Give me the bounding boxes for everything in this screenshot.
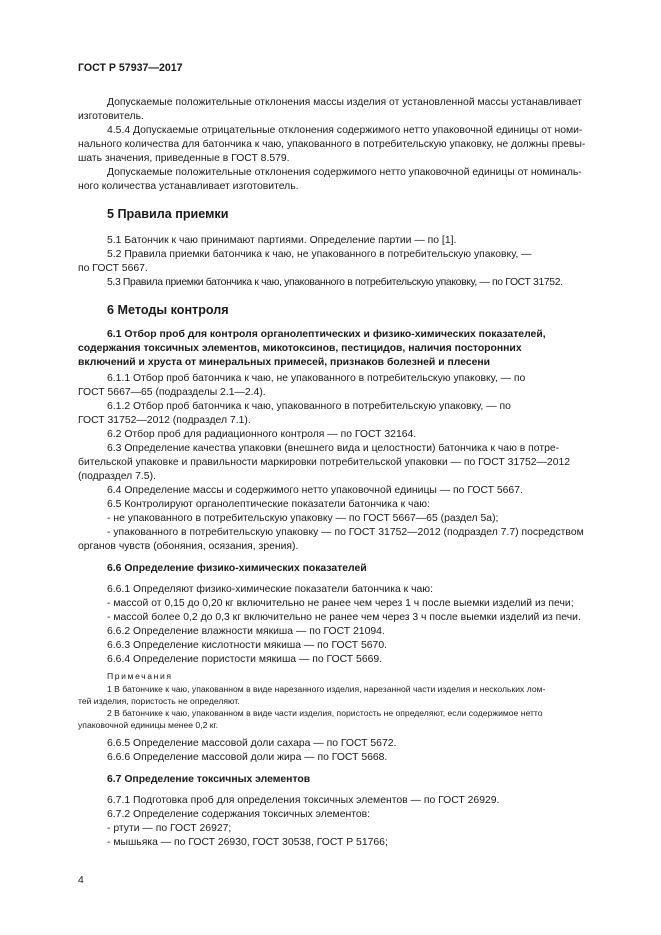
clause-5-2-line1: 5.2 Правила приемки батончика к чаю, не упакованного в потребительскую упаковку, — <box>107 249 532 260</box>
intro-p2-line3: шать значения, приведенные в ГОСТ 8.579. <box>78 153 290 164</box>
clause-6-6-4: 6.6.4 Определение пористости мякиша — по ГОСТ 5669. <box>107 654 383 665</box>
clause-6-1-2-line1: 6.1.2 Отбор проб батончика к чаю, упакованного в потребительскую упаковку, — по <box>107 401 511 412</box>
clause-6-6-5: 6.6.5 Определение массовой доли сахара — по ГОСТ 5672. <box>107 738 397 749</box>
clause-6-1-heading-line2: содержания токсичных элементов, микотоксинов, пестицидов, наличия посторонних <box>78 343 522 354</box>
document-code-header: ГОСТ Р 57937—2017 <box>78 62 183 74</box>
page-number: 4 <box>78 875 84 886</box>
notes-title: Примечания <box>107 671 173 681</box>
clause-6-6-2: 6.6.2 Определение влажности мякиша — по ГОСТ 21094. <box>107 626 385 637</box>
clause-6-1-1-line2: ГОСТ 5667—65 (подразделы 2.1—2.4). <box>78 387 266 398</box>
note-2-line2: упаковочной единицы менее 0,2 кг. <box>78 720 218 730</box>
intro-p3-line1: Допускаемые положительные отклонения содержимого нетто упаковочной единицы от номиналь- <box>107 167 582 178</box>
intro-p1-line2: изготовитель. <box>78 111 144 122</box>
clause-6-6-1-item-a: - массой от 0,15 до 0,20 кг включительно не ранее чем через 1 ч после выемки изделий из печи; <box>107 598 574 609</box>
clause-6-5-item-b-line1: - упакованного в потребительскую упаковку — по ГОСТ 31752—2012 (подраздел 7.7) посредством <box>107 527 584 538</box>
clause-6-3-line3: (подраздел 7.5). <box>78 471 156 482</box>
clause-6-1-2-line2: ГОСТ 31752—2012 (подраздел 7.1). <box>78 415 251 426</box>
clause-6-3-line2: бительской упаковке и правильности маркировки потребительской упаковки — по ГОСТ 31752—2012 <box>78 457 571 468</box>
clause-6-5-item-a: - не упакованного в потребительскую упаковку — по ГОСТ 5667—65 (раздел 5а); <box>107 513 499 524</box>
clause-6-7-2: 6.7.2 Определение содержания токсичных элементов: <box>107 809 371 820</box>
clause-6-6-1: 6.6.1 Определяют физико-химические показатели батончика к чаю: <box>107 584 433 595</box>
clause-6-7-heading: 6.7 Определение токсичных элементов <box>107 774 311 785</box>
clause-5-2-line2: по ГОСТ 5667. <box>78 263 148 274</box>
clause-6-6-heading: 6.6 Определение физико-химических показателей <box>107 563 367 574</box>
clause-6-5-item-b-line2: органов чувств (обоняния, осязания, зрения). <box>78 541 299 552</box>
clause-6-1-heading-line1: 6.1 Отбор проб для контроля органолептических и физико-химических показателей, <box>107 329 546 340</box>
clause-6-7-1: 6.7.1 Подготовка проб для определения токсичных элементов — по ГОСТ 26929. <box>107 795 500 806</box>
intro-p1-line1: Допускаемые положительные отклонения массы изделия от установленной массы устанавливает <box>107 97 582 108</box>
clause-6-2: 6.2 Отбор проб для радиационного контроля — по ГОСТ 32164. <box>107 429 417 440</box>
clause-6-6-3: 6.6.3 Определение кислотности мякиша — по ГОСТ 5670. <box>107 640 387 651</box>
intro-p2-line2: нального количества для батончика к чаю, упакованного в потребительскую упаковку, не должны превы- <box>78 139 586 150</box>
clause-6-5: 6.5 Контролируют органолептические показатели батончика к чаю: <box>107 499 430 510</box>
clause-6-3-line1: 6.3 Определение качества упаковки (внешнего вида и целостности) батончика к чаю в потре- <box>107 443 560 454</box>
clause-6-4: 6.4 Определение массы и содержимого нетто упаковочной единицы — по ГОСТ 5667. <box>107 485 523 496</box>
clause-6-1-1-line1: 6.1.1 Отбор проб батончика к чаю, не упакованного в потребительскую упаковку, — по <box>107 373 526 384</box>
clause-5-1: 5.1 Батончик к чаю принимают партиями. Определение партии — по [1]. <box>107 235 457 246</box>
clause-6-6-1-item-b: - массой более 0,2 до 0,3 кг включительно не ранее чем через 3 ч после выемки изделий из печи. <box>107 612 581 623</box>
section-5-heading: 5 Правила приемки <box>107 207 229 221</box>
clause-6-7-2-item-a: - ртути — по ГОСТ 26927; <box>107 823 232 834</box>
note-1-line1: 1 В батончике к чаю, упакованном в виде нарезанного изделия, нарезанной части изделия и нескольких лом- <box>107 684 546 694</box>
note-2-line1: 2 В батончике к чаю, упакованном в виде части изделия, пористость не определяют, если содержимое нетто <box>107 708 543 718</box>
clause-6-7-2-item-b: - мышьяка — по ГОСТ 26930, ГОСТ 30538, ГОСТ Р 51766; <box>107 837 388 848</box>
clause-5-3: 5.3 Правила приемки батончика к чаю, упакованного в потребительскую упаковку, — по ГОСТ 31752. <box>107 277 563 288</box>
note-1-line2: тей изделия, пористость не определяют. <box>78 696 240 706</box>
section-6-heading: 6 Методы контроля <box>107 303 229 317</box>
clause-6-6-6: 6.6.6 Определение массовой доли жира — по ГОСТ 5668. <box>107 752 388 763</box>
intro-p2-line1: 4.5.4 Допускаемые отрицательные отклонения содержимого нетто упаковочной единицы от номи- <box>107 125 583 136</box>
clause-6-1-heading-line3: включений и хруста от минеральных примесей, признаков болезней и плесени <box>78 357 491 368</box>
intro-p3-line2: ного количества устанавливает изготовитель. <box>78 181 299 192</box>
